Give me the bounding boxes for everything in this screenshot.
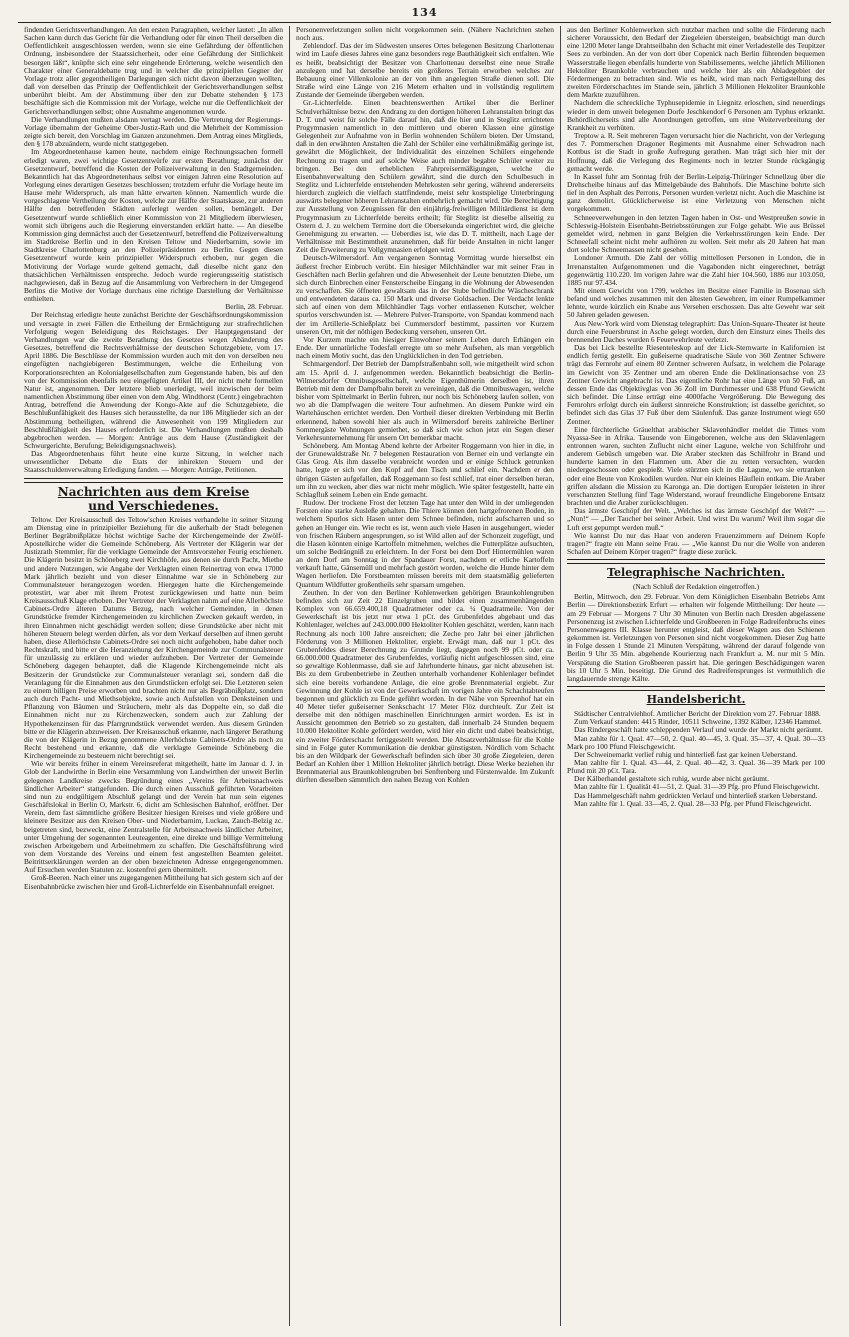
section-heading-line: und Verschiedenes. [88,498,219,513]
article-paragraph: Das Rindergeschäft hatte schleppenden Verlauf und wurde der Markt nicht geräumt. [574,725,823,735]
article-paragraph: Man zahlte für 1. Qual. 43—44, 2. Qual. 40—42, 3. Qual. 36—39 Mark per 100 Pfund mit 20 pCt. Tara. [567,757,825,776]
article-paragraph: findenden Gerichtsverhandlungen. An den ersten Paragraphen, welcher lautet: „In allen Sachen kann durch das Gericht für die Verhandlung oder für einen Theil derselben die Oeffentlichkeit ausgeschlossen werden, wenn sie eine Gefährdung der öffentlichen Ordnung, insbesondere der Staatssicherheit, oder eine Gefährdung der Sittlichkeit besorgen läßt“, knüpfte sich eine sehr eingehende Erörterung, welche wesentlich den Charakter einer Generaldebatte trug und in welcher die prinzipiellen Gegner der Vorlage trotz aller gegentheiligen Darlegungen sich nicht davon überzeugen wollten, daß von derselben das Prinzip der Oeffentlichkeit der Gerichtsverhandlungen selbst unberührt bleibt. Am der Abstimmung über den zur Debatte stehenden § 173 beschäftigte sich die Kommission mit der Vorlage, welche nur die Oeffentlichkeit der Gerichtsverhandlungen selbst; ohne Ausnahme angenommen wurde. [24,26,283,116]
article-paragraph: Zeuthen. In der von den Berliner Kohlenwerken gehörigen Braunkohlengruben befinden sich zur Zeit 22 Einzelgruben und bildet einen zusammenhängenden Komplex von 66.659.400,18 Quadratmeter oder ca. ¼ Quadratmeile. Von der Gewerkschaft ist bis jetzt nur etwa 1 pCt. des Grubenfeldes abgebaut und das Kohlenlager, welches auf 243.000.000 Hektoliter Kohlen geschätzt, werden, kann nach Rechnung als noch 100 Jahre ausreichen; die Zeche pro Jahr bei einer jährlichen Förderung von 3 Millionen Hektoliter, ergiebt. Erwägt man, daß nur 1 pCt. des Grubenfeldes dieser Berechnung zu Grunde liegt, dagegen noch 99 pCt. oder ca. 66.000.000 Quadratmeter des Grubenfeldes, vorläufig nicht aufgeschlossen sind, eine so gewaltige Kohlenmasse, daß sie auf Jahrhunderte hinaus, gar nicht abzusehen ist. Bis zu dem Grubenbetriebe in Zeuthen unterhalb vorhandener Kohlenlager befindet sich eine bereits vorhandene Anlage, die eine große Brennmaterial ergiebt. Zur Gewinnung der Kohle ist von der Gewerkschaft im vorigen Jahre ein Schachtabteufen begonnen und glücklich zu Ende geführt worden. In der Nähe von Spreenhof hat ein 40 Meter tiefer gußeiserner Senkschacht 17 Meter Flöz durchteuft. Zur Zeit ist derselbe mit den nöthigen maschinellen Einrichtungen armirt worden. Es ist in Aussicht genommen den Betrieb so zu gestalten, daß innerhalb 24 Stunden bequem 10.000 Hektoliter Kohle gefördert werden, wird hier ein dicht und dabei beabsichtigt, ein zweiter Förderschacht fertiggestellt werden. Die Absatzverhältnisse für die Kohle sind in Folge guter Kommunikation die denkbar günstigsten. Nördlich vom Schacht bis an den Wildpark der Gewerkschaft befinden sich über 30 große Ziegeleien, deren Bedarf an Kohlen über 1 Million Hektoliter jährlich beträgt. Diese Werke beziehen ihr Brennmaterial aus Braunkohlengruben bei Senftenberg und Fürstenwalde. Im Zukunft dürften dieselben sämmtlich den nahen Bezug von Kohlen [296,587,554,785]
section-heading: Telegraphische Nachrichten. [607,566,785,580]
article-paragraph: Schmargendorf. Der Betrieb der Dampfstraßenbahn soll, wie mitgetheilt wird schon am 15. April d. J. aufgenommen werden. Bekanntlich beabsichtigt die Berlin-Wilmersdorfer Omnibusgesellschaft, welche Eigenthümerin derselben ist, ihren Betrieb mit dem der Dampfbahn bereit zu vereinigen, daß die Omnibuswagen, welche bisher vom Spittelmarkt in Berlin fuhren, nur noch bis Schöneberg laufen sollen, von wo ab die Dampfwagen die weitere Tour aufnehmen. An diesem Punkte wird ein Wartehäuschen errichtet werden. Den Vortheil dieser direkten Verbindung mit Berlin erkennend, haben sowohl hier als auch in Wilmersdorf bereits zahlreiche Berliner Sommergäste Wohnungen gemiethet, so daß sich wie schon jetzt ein Segen dieser Verkehrsunternehmung für unsern Ort bemerkbar macht. [296,359,554,442]
article-paragraph: Teltow. Der Kreisausschuß des Teltow'schen Kreises verhandelte in seiner Sitzung am Dienstag eine in prinzipieller Beziehung für die außerhalb der Stadt belegenen Berliner Begräbnißplätze höchst wichtige Sache der Kirchengemeinde der Zwölf-Apostelkirche wider die Gemeinde Schöneberg. Als Vertreter der Klägerin war der Justizrath Stemmler, für die verklagte Gemeinde der Amtsvorsteher Feurig erschienen. Die Klägerin besitzt in Schöneberg zwei Kirchhöfe, aus denen sie durch Pacht, Miethe und andere Nutzungen, wie Angabe der Verklagten einen Reinertrag von etwa 17000 Mark jährlich bezieht und von dieser Einnahme war sie in Schöneberg zur Communalsteuer herangezogen worden. Hiergegen hatte die Kirchengemeinde protestirt, war aber mit ihrem Protest zurückgewiesen und hatte nun beim Kreisausschuß Klage erhoben. Der Vertreter der Verklagten nahm auf eine Allerhöchste Cabinets-Ordre älteren Datums Bezug, nach welcher Gemeinden, in denen Grundstücke fremder Kirchengemeinden zu kirchlichen Zwecken gekauft werden, in ihren Einnahmen nicht geschädigt werden sollen; diese Grundstücke aber nicht mit höheren Steuern belegt werden dürfen, als vor dem Verkauf derselben auf ihnen geruht haben, diese Allerhöchste Cabinets-Ordre sei noch nicht aufgehoben, habe daher noch Rechtskraft, und bitte er die Heranziehung der Kirchengemeinde zur Communalsteuer für unzulässig zu erklären und wieder aufzuheben. Der Vertreter der Gemeinde Schöneberg dagegen behauptet, daß die Klagende Kirchengemeinde nicht als Besitzerin der Grundstücke zur Communalsteuer veranlagt sei, sondern daß die Veranlagung für die Einnahmen aus den Grundstücken erfolgt sei. Die Letzteren seien zu einem billigen Preise erworben und brachten nicht nur als Begräbnißplatz, sondern auch durch Pacht- und Miethsobjekte, sowie auch Aufstellen von Denksteinen und Pflanzung von Bäumen und Sträuchern, mehr als das Doppelte ein, so daß die Einnahmen nicht nur zu Kirchenzwecken, sondern auch zur Zahlung der Hypothekenzinsen für das Pfarrgrundstück verwendet werden. Aus diesem Gründen bitte er die Klägerin abzuweisen. Der Kreisausschuß erkannte, nach längerer Berathung die von der Klägerin in Bezug genommene Allerhöchste Cabinets-Ordre als noch zu Recht bestehend und erkannte, daß die verklagte Gemeinde Schöneberg die Kirchengemeinde zu besteuern nicht berechtigt sei. [24,514,283,761]
article-paragraph: Man zahlte für 1. Qual. 33—45, 2. Qual. 28—33 Pfg. per Pfund Fleischgewicht. [574,798,812,808]
section-divider [567,686,825,691]
section-heading-line: Nachrichten aus dem Kreise [57,484,250,499]
article-paragraph: Aus New-York wird vom Dienstag telegraphirt: Das Union-Square-Theater ist heute durch eine Feuersbrunst in Asche gelegt worden, durch den Einsturz eines Theils des brennenden Daches wurden 6 Feuerwehrleute verletzt. [567,318,825,344]
article-paragraph: Londoner Armuth. Die Zahl der völlig mittellosen Personen in London, die in Irrenanstalten Aufgenommenen und die Vagabonden nicht eingerechnet, beträgt gegenwärtig 110.220. Im vorigen Jahre war die Zahl hier 104.560, 1886 nur 103.050, 1885 nur 97.434. [567,253,825,287]
column-1 [18,26,289,1326]
article-paragraph: Das Abgeordnetenhaus führt heute eine kurze Sitzung, in welcher nach unwesentlicher Debatte die Etats der inhirekten Steuern und der Staatsschuldenverwaltung Erledigung fanden. — Morgen: Anträge, Petitionen. [24,449,283,475]
article-paragraph: Zehlendorf. Das der im Südwesten unseres Ortes belegenen Besitzung Charlottenau wird im Laufe dieses Jahres eine ganz besonders rege Bauthätigkeit sich entfalten. Wie es heißt, beabsichtigt der Besitzer von Charlottenau derselbst eine neue Straße anzulegen und hat derselbe bereits ein größeres Terrain erworben welches zur Bebauung einer Villenkolonie an der von ihm angelegten Straße dienen soll. Die Straße wird eine Länge von 216 Metern erhalten und in vollständig regulirtem Zustande der Gemeinde übergeben werden. [296,41,554,100]
article-paragraph: Wie wir bereits früher in einem Vereinsreferat mitgetheilt, hatte im Januar d. J. in Glob der Landwirthe in Berlin eine Versammlung von Landwirthen der unweit Berlin gelegenen Landkreise zwecks Begründung eines „Vereins für Arbeitsnachweis ländlicher Arbeiter“ stattgefunden. Die durch einen Ausschuß geführten Vorarbeiten sind nun zu endgültigem Abschluß gelangt und der Verein hat nun sein eigenes Geschäftslokal in Berlin O, Markstr. 6, dicht am Schlesischen Bahnhof, eröffnet. Der Verein, dem fast sämmtliche größere Besitzer hiesigen Kreises und viele größere und kleinere Besitzer aus den Kreisen Ober- und Niederbarnim, Luckau, Zauch-Belzig zc. beigetreten sind, bezweckt, eine Zentralstelle für Arbeitsnachweis ländlicher Arbeiter, unter Umgehung der sogenannten Leuteagenten, eine direkte und billige Vermittelung zwischen Arbeitgebern und Arbeitnehmern zu schaffen. Die Geschäftsführung wird von dem Vorstande des Vereins und einem fest angestellten Beamten geleitet. Beitrittserklärungen werden an der oben bezeichneten Adresse entgegengenommen. Auf Ersuchen werden Statuten zc. kostenfrei gern übermittelt. [24,759,283,875]
column-3 [560,26,831,1326]
article-paragraph: Berlin, Mittwoch, den 29. Februar. Von dem Königlichen Eisenbahn Betriebs Amt Berlin — Direktionsbezirk Erfurt — erhalten wir folgende Mittheilung: Der heute — am 29 Februar — Morgens 7 Uhr 30 Minuten von Berlin nach Dresden abgelassene Personenzug ist zwischen Lichterfelde und Großbeeren in Folge Radreifenbruchs eines Personenwagens III. Klasse herunter entgleist, daß dieser Wagen aus den Schienen gekommen ist. Verletzungen von Personen sind nicht vorgekommen. Dieser Zug hatte in Folge dessen 1 Stunde 21 Minuten Verspätung, während der darauf folgende von Berlin 9 Uhr 35 Min. abgehende Kourierzug nach Frankfurt a. M. nur mit 5 Min. Verspätung die Station Großbeeren passirt hat. Die geringen Beschädigungen waren bis 10 Uhr 5 Min. beseitigt. Die Grund des Radreifensprunges ist vermuthlich die langdauernde strenge Kälte. [567,592,825,683]
article-paragraph: Groß-Beeren. Nach einer uns zugegangenen Mittheilung hat sich gestern sich auf der Eisenbahnbrücke zwischen hier und Groß-Lichterfelde ein Eisenbahnunfall ereignet. [24,873,283,891]
article-paragraph: Eine fürchterliche Gräuelthat arabischer Sklavenhändler meldet die Times vom Nyassa-See in Afrika. Tausende von Eingeborenen, welche aus den Sklavenlagern entronnen waren, suchten Zuflucht nicht einer Lagune, welche von Schilfrohr und anderem Gebüsch umgeben war. Die Araber steckten das Schilfrohr in Brand und hunderte kamen in den Flammen um. Aber die zu retten versuchten, wurden niedergeschossen oder gespießt. Viele stürzten sich in die Lagune, wo sie ertranken oder eine Beute von Krokodilen wurden. Nur ein kleines Häuflein entkam. Die Araber griffen alsdann die Mission zu Karonga an. Die dortigen Europäer leisteten in ihrer verschanzten Stellung fünf Tage Widerstand, worauf freundliche Eingeborene Entsatz brachten und die Araber zurückschlugen. [567,424,825,508]
section-subheading: (Nach Schluß der Redaktion eingetroffen.) [632,582,760,592]
header-rule [18,22,831,23]
article-paragraph: Deutsch-Wilmersdorf. Am vergangenen Sonntag Vormittag wurde hierselbst ein äußerst frecher Einbruch verübt. Ein hiesiger Milchhändler war mit seiner Frau in Geschäften nach Berlin gefahren und die Abwesenheit der Leute benutzten Diebe, um sich durch Einbrechen einer Fensterscheibe Eingang in die Wohnung der Abwesenden zu verschaffen. Sie öffneten gewaltsam das in der Stube befindliche Wäscheschrank und entwendeten daraus ca. 150 Mark und diverse Goldsachen. Der Verdacht lenkte sich auf einen von dem Milchhändler Tags vorher entlassenen Kutscher, welcher spurlos verschwunden ist. — Mehrere Pulver-Transporte, von Spandau kommend nach der im Artillerie-Schießplatz bei Cummersdorf bestimmt, passirten vor Kurzem unseren Ort, mit der nöthigen Bedeckung versehen, unseren Ort. [296,253,554,336]
article-paragraph: aus den Berliner Kohlenwerken sich nutzbar machen und sollte die Förderung nach sicherer Voraussicht, den Bedarf der Ziegeleien übersteigen, beabsichtigt man durch eine 1200 Meter lange Drahtseilbahn den Schacht mit einer Verladestelle des Teupitzer Sees zu verbinden. An der von dort über Copenick nach Berlin führenden bequemen Wasserstraße liegen ebenfalls hunderte von Stabilissements, welche jährlich Millionen Hektoliter Braunkohle verbrauchen und welche hier als ein Abladegebiet der Fördermengen zu betrachten sind. Wie es heißt, wird man nach Fertigstellung des zweiten Förderschachtes im Stande sein, jährlich 3 Millionen Hektoliter Braunkohle dem Markte zuzuführen. [567,26,825,100]
article-paragraph: Zum Verkauf standen: 4415 Rinder, 10511 Schweine, 1392 Kälber, 12346 Hammel. [574,717,822,727]
section-heading [24,485,283,513]
page-number: 134 [411,6,438,19]
article-paragraph: Man zahlte für 1. Qual. 47—50, 2. Qual. 40—45, 3. Qual. 35—37, 4. Qual. 30—33 Mark pro 100 Pfund Fleischgewicht. [567,733,825,751]
article-paragraph: Die Verhandlungen mußten alsdann vertagt werden. Die Vertretung der Regierungs-Vorlage übernahm der Geheime Ober-Justiz-Rath und die Mehrheit der Kommission zeigte sich bereit, den Vorschlag im Ganzen anzunehmen. Dem Antrag eines Mitglieds, den § 178 abzuändern, wurde nicht stattgegeben. [24,114,283,149]
article-paragraph: Vor Kurzem machte ein hiesiger Einwohner seinem Leben durch Erhängen ein Ende. Der unnatürliche Todesfall erregte um so mehr Aufsehen, als man vergeblich nach einem Motiv sucht, das den Unglücklichen in den Tod getrieben. [296,334,554,361]
article-paragraph: Wie kannst Du nur das Haar von anderen Frauenzimmern auf Deinem Kopfe tragen?“ fragte ein Mann seine Frau. — „Wie kannst Du nur die Wolle von anderen Schafen auf Deinem Körper tragen?“ fragte diese zurück. [567,530,825,556]
article-paragraph: Das Hammelgeschäft nahm gedrückten Verlauf und hinterließ starken Ueberstand. [574,790,818,800]
article-paragraph: Das ärmste Geschöpf der Welt. „Welches ist das ärmste Geschöpf der Welt?“ — „Nun!“ — „Der Taucher bei seiner Arbeit. Und wirst Du warum? Weil ihm sogar die Luft erst gepumpt werden muß.“ [567,506,825,532]
article-paragraph: Schneeverwehungen in den letzten Tagen haben in Ost- und Westpreußen sowie in Schleswig-Holstein Eisenbahn-Betriebsstörungen zur Folge gehabt. Wie aus Brüssel gemeldet wird, nehmen in ganz Belgien die Verkehrsstörungen kein Ende. Der Schneefall scheint nicht mehr aufhören zu wollen. Seit mehr als 20 Jahren hat man dort solche Schneemassen nicht gesehen. [567,212,825,255]
article-paragraph: In Kassel fuhr am Sonntag früh der Berlin-Leipzig-Thüringer Schnellzug über die Drehscheibe hinaus auf das Mittelgebäude des Bahnhofs. Die Maschine bohrte sich tief in den Asphalt des Perrons, Personen wurden verletzt nicht. Auch die Maschine ist ganz demolirt. Glücklicherweise ist eine Verletzung von Menschen nicht vorgekommen. [567,171,825,214]
section-divider [567,559,825,564]
article-paragraph: Nachdem die schreckliche Typhusepidemie in Liegnitz erloschen, sind neuerdings wieder in dem unweit belegenen Dorfe Jeschkendorf 6 Personen am Typhus erkrankt. Behördlicherseits sind alle Anordnungen getroffen, um eine Weiterverbreitung der Krankheit zu verhüten. [567,98,825,132]
article-paragraph: Städtischer Centralviehhof. Amtlicher Bericht der Direktion vom 27. Februar 1888. [574,709,821,719]
article-paragraph: Das bei Lick bestellte Riesenteleskop auf der Lick-Sternwarte in Kalifornien ist endlich fertig gestellt. Ein gußeiserne quadratische Säule von 360 Zentner Schwere trägt das Fernrohr auf einem 80 Zentner schweren Aufsatz, in welchem die Polarage im Gewicht von 35 Zentner und am oberen Ende die Deklinationsachse von 23 Zentner Gewicht angebracht ist. Das eigentliche Rohr hat eine Länge von 50 Fuß, an dessen Ende das Objektivglas von 36 Zoll im Durchmesser und 638 Pfund Gewicht sich befindet. Die Linse erträgt eine 4000fache Vergrößerung. Die Bewegung des Fernrohrs erfolgt durch ein äußerst sinnreiche Konstruktion; ist dasselbe gerichtet, so befindet sich das Glas 37 Fuß über dem Säulenfuß. Das ganze Instrument wiegt 650 Zentner. [567,343,825,426]
article-paragraph: Der Reichstag erledigte heute zunächst Berichte der Geschäftsordnungskommission und versagte in zwei Fällen die Ertheilung der Ermächtigung zur strafrechtlichen Verfolgung wegen Beleidigung des Reichstages. Der Hauptgegenstand der Verhandlungen war die zweite Berathung des Gesetzes wegen Abänderung des Gesetzes, betreffend die Rechtsverhältnisse der deutschen Schutzgebiete, vom 17. April 1886. Die Beschlüsse der Kommission wurden auch mit den von derselben neu eingefügten nachgiebigeren Bestimmungen, welche die Ertheilung von Korporationsrechten an Kolonialgesellschaften zum Gegenstande haben, bis auf den von der Kommission ebenfalls neu eingefügten Artikel III, der nicht mehr formellen Natur ist, angenommen. Der letztere blieb unerledigt, weil inzwischen der beim namentlichen Abstimmung über einen von dem Abg. Windthorst (Centr.) eingebrachten Antrag, betreffend die Anwendung der Kongo-Akte auf die Schutzgebiete, die Beschlußunfähigkeit des Hauses sich herausstellte, da nur 186 Mitglieder sich an der Abstimmung betheiligten, während die Anwesenheit von 199 Mitgliedern zur Beschlußfähigkeit des Hauses erforderlich ist. Die Verhandlungen mußten deshalb abgebrochen werden. — Morgen: Anträge aus dem Hause (Zuständigkeit der Schwurgerichte, Berufung; Beleidigungsnachweis). [24,310,283,450]
columns [18,26,831,1326]
article-paragraph: Schöneberg. Am Montag Abend kehrte der Arbeiter Roggemann von hier in die, in der Grunewaldstraße Nr. 7 belegenen Restauration von Berner ein und verlangte ein Glas Grog. Als ihm dasselbe verabreicht worden und er einige Schluck getrunken hatte, legte er sich vor den Kopf auf den Tisch und schlief ein. Nachdem er den übrigen Gästen aufgefallen, daß Roggemann so fest schlief, trat einer derselben heran, um ihn zu wecken, aber dies war nicht mehr möglich. Wie später festgestellt, hatte ein Schlagfluß seinem Leben ein Ende gemacht. [296,440,554,499]
article-paragraph: Man zahlte für 1. Qualität 41—51, 2. Qual. 31—39 Pfg. pro Pfund Fleischgewicht. [574,782,820,792]
section-divider [24,478,283,483]
column-2 [289,26,560,1326]
article-paragraph: Treptow a. R. Seit mehreren Tagen verursacht hier die Nachricht, von der Verlegung des 7. Pommerschen Dragoner Regiments mit Ausnahme einer Schwadron nach Kottbus ist die Stadt in große Aufregung gerathen. Man trägt sich hier mit der Hoffnung, daß die Verlegung des Regiments noch in letzter Stunde rückgängig gemacht werde. [567,131,825,173]
dateline: Berlin, 28. Februar. [225,302,283,312]
article-paragraph: Der Schweinemarkt verlief ruhig und hinterließ fast gar keinen Ueberstand. [574,749,798,759]
article-paragraph: Im Abgeordnetenhause kamen heute, nachdem einige Rechnungssachen formell erledigt waren, zwei wichtige Gesetzentwürfe zur ersten Berathung; zunächst der Gesetzentwurf, betreffend die Kosten der Polizeiverwaltung in den Stadtgemeinden. Bekanntlich hat das Abgeordnetenhaus selbst vor einigen Jahren eine Resolution auf Vorlegung eines derartigen Gesetzes beschlossen; trotzdem erfuhr die Vorlage heute im Hause mehr Widerspruch, als man hätte erwarten können. Namentlich wurde die vorgeschlagene Vertheilung der Kosten, welche zur Hälfte der Staatskasse, zur anderen Hälfte den betreffenden Städten auferlegt werden sollen, bemängelt. Der Gesetzentwurf wurde schließlich einer Kommission von 21 Mitgliedern überwiesen, womit sich übrigens auch die Regierung einverstanden erklärt hatte. — An dieselbe Kommission ging demnächst auch der Gesetzentwurf, betreffend die Polizeiverwaltung im Stadtkreise Berlin und in den Kreisen Teltow und Niederbarnim, sowie im Stadtkreise Charlottenburg an den Polizeipräsidenten zu Berlin. Gegen diesen Gesetzentwurf wurde kein prinzipieller Widerspruch erhoben, nur gegen die Motivirung der Vorlage wurde geltend gemacht, daß dieselbe nicht ganz den thatsächlichen Verhältnissen entspreche. Jedoch wurde regierungsseitig statistisch nachgewiesen, daß in Bezug auf die Ansammlung von Verbrechern in der Umgegend Berlins die Motive der Vorlage durchaus eine richtige Darstellung der Verhältnisse enthielten. [24,147,283,304]
article-paragraph: Gr.-Lichterfelde. Einen beachtenswerthen Artikel über die Berliner Schulverhältnisse bezw. den Andrang zu den dortigen höheren Lehranstalten bringt das D. T. und weist für solche Fälle darauf hin, daß die hier und in Steglitz errichteten Progymnasien namentlich in den mittleren und oberen Klassen eine günstige Gelegenheit zur Aufnahme von in Berlin wohnenden Schülern bieten. Der Umstand, daß in den erwähnten Anstalten die Zahl der Schüler eine verhältnißmäßig geringe ist, gewährt die Möglichkeit, der Individualität des einzelnen Schülers eingehende Rechnung zu tragen und auf solche Weise auch minder begabte Schüler weiter zu bringen. Bei den erheblichen Fahrpreisermäßigungen, welche die Eisenbahnverwaltung den Schülern gewährt, sind die durch den Schulbesuch in Steglitz und Lichterfelde entstehenden Mehrkosten sehr gering, während andererseits hierdurch zugleich die vielfach stattfindende, meist sehr kostspielige Unterbringung auswärts belegener höheren Lehranstalten entbehrlich gemacht wird. Die Berechtigung zur Ausstellung von Zeugnissen für den einjährig-freiwilligen Militärdienst ist dem Progymnasium zu Lichterfelde bereits ertheilt; für Steglitz ist dieselbe allseitig zu Ostern d. J. zu welchem Termine dort die Obersekunda eingerichtet wird, die gleiche Genehmigung zu erwarten. — Ueberdies ist, wie das D. T. mittheilt, nach Lage der Verhältnisse mit Bestimmtheit anzunehmen, daß für beide Anstalten in nicht langer Zeit die Erweiterung zu Vollgymnasien erfolgen wird. [296,98,554,255]
article-paragraph: Mit einem Gewicht von 1799, welches im Besitze einer Familie in Bosenau sich befand und welches zusammen mit den ältesten Gewehren, im einer Rumpelkammer lehnte, wurde kürzlich ein Knabe aus Versehen erschossen. Das alte Gewehr war seit 50 Jahren geladen gewesen. [567,286,825,320]
article-paragraph: Rudow. Der trockene Frost der letzten Tage hat unter den Wild in der umliegenden Forsten eine starke Ausleße gehalten. Die Thiere können den hartgefrorenen Boden, in welchem Spurlos sich Hasen unter dem Schnee befinden, nicht aufscharren und so gehen an Hunger ein. Wie recht es ist, wenn auch viele Hasen in ausgehungert, wieder von frischen Räubern angesprungen, so ist Wild allen auf der Schonzeit zugefügt, und die Hasen könnten einige Kartoffeln mitnehmen, welches die Futterplätze aufsuchten, um solche Bedrängniß zu erleichtern. In der Forst bei dem Dorf Hintermühlen waren an dem Dorf am Sonntag in der Spandauer Forst, nachdem er etliche Kartoffeln verkauft hatte, Gänsemüll und mehrfach gestört worden, welche die Hunde hinter dem Wagen herliefen. Die Forstbeamten müssen bereits mit dem staatsmäßig gelieferten Quantum Wildfutter großentheils sehr sparsam umgehen. [296,498,554,589]
section-heading: Handelsbericht. [646,693,746,707]
article-paragraph: Der Kälberhandel gestaltete sich ruhig, wurde aber nicht geräumt. [574,774,769,784]
article-paragraph: Personenverletzungen sollen nicht vorgekommen sein. (Nähere Nachrichten stehen noch aus. [296,26,554,43]
